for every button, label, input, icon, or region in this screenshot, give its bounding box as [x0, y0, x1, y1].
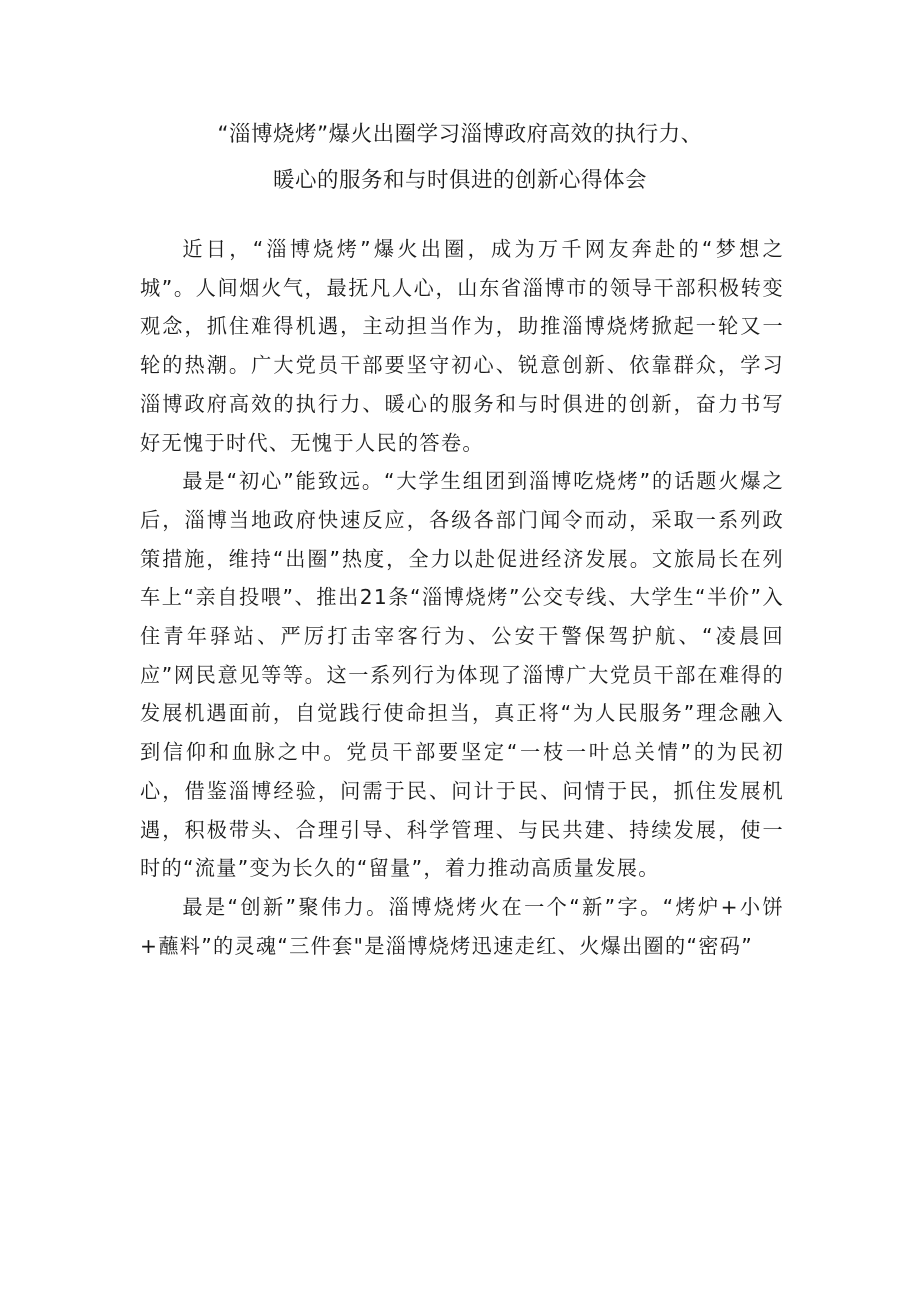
paragraph-3: 最是“创新”聚伟力。淄博烧烤火在一个“新”字。“烤炉+小饼+蘸料”的灵魂“三件套"是淄博烧烤迅速走红、火爆出圈的“密码” [140, 894, 784, 958]
document-title-line-2: 暖心的服务和与时俱进的创新心得体会 [272, 168, 647, 193]
document-title-line-1: “淄博烧烤”爆火出圈学习淄博政府高效的执行力、 [217, 122, 703, 147]
paragraph-1: 近日，“淄博烧烤”爆火出圈，成为万千网友奔赴的“梦想之城”。人间烟火气，最抚凡人心，山东省淄博市的领导干部积极转变观念，抓住难得机遇，主动担当作为，助推淄博烧烤掀起一轮又一轮的热潮。广大党员干部要坚守初心、锐意创新、依靠群众，学习淄博政府高效的执行力、暖心的服务和与时俱进的创新，奋力书写好无愧于时代、无愧于人民的答卷。 [140, 237, 784, 455]
document-body [140, 230, 784, 965]
paragraph-2: 最是“初心”能致远。“大学生组团到淄博吃烧烤”的话题火爆之后，淄博当地政府快速反应，各级各部门闻令而动，采取一系列政策措施，维持“出圈”热度，全力以赴促进经济发展。文旅局长在列车上“亲自投喂”、推出21条“淄博烧烤”公交专线、大学生“半价”入住青年驿站、严厉打击宰客行为、公安干警保驾护航、“凌晨回应”网民意见等等。这一系列行为体现了淄博广大党员干部在难得的发展机遇面前，自觉践行使命担当，真正将“为人民服务”理念融入到信仰和血脉之中。党员干部要坚定“一枝一叶总关情”的为民初心，借鉴淄博经验，问需于民、问计于民、问情于民，抓住发展机遇，积极带头、合理引导、科学管理、与民共建、持续发展，使一时的“流量”变为长久的“留量”，着力推动高质量发展。 [140, 469, 784, 881]
